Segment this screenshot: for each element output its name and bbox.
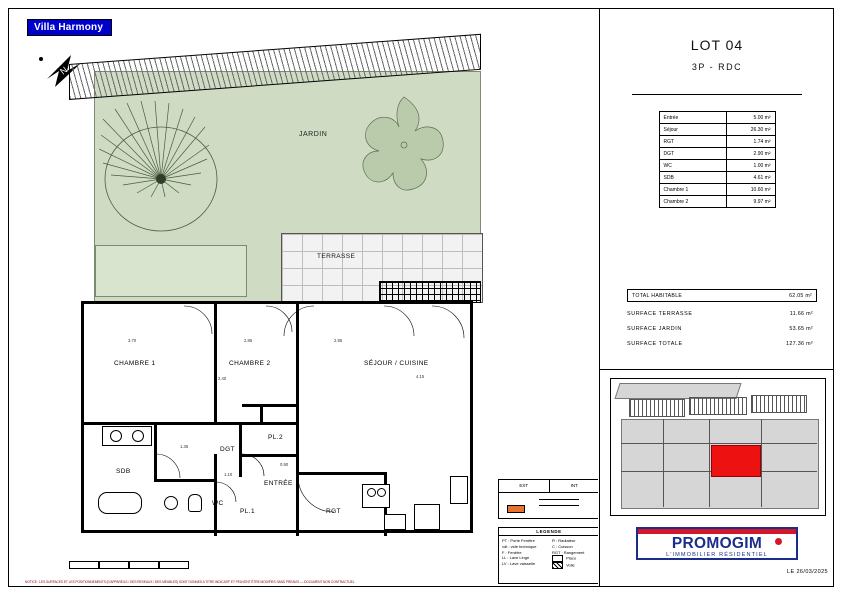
lot-subtitle: 3P - RDC [691, 62, 743, 72]
table-row [659, 196, 775, 208]
svg-text:N: N [58, 64, 70, 77]
garden-label: JARDIN [299, 131, 328, 138]
key-plan-drawing [610, 378, 826, 516]
elevation-line [539, 505, 579, 506]
legend-item: Placo [565, 555, 577, 561]
logo-dot-icon [775, 538, 782, 545]
legend-col-left [502, 538, 546, 569]
legend-item: LL : Lave Linge [502, 555, 530, 561]
tree-icon-2 [349, 89, 459, 199]
legend-item: R : Radiateur [552, 538, 576, 543]
surface-value: 9.97 m² [726, 196, 775, 208]
legend-item: vdt : vide technique [502, 543, 537, 549]
elevation-int-label: INT [570, 483, 578, 488]
room-label-sdb: SDB [116, 468, 131, 475]
room-label-chambre1: CHAMBRE 1 [114, 360, 156, 367]
dimension: 2.40 [218, 376, 227, 381]
legend-item: PT : Porte Fenêtre [502, 538, 535, 543]
surface-name: Séjour [659, 124, 726, 136]
door-swings [84, 304, 476, 536]
logo-red-bar [638, 529, 796, 534]
surface-terrasse-row [627, 311, 817, 317]
surface-totale-label: SURFACE TOTALE [627, 341, 683, 347]
room-label-wc: WC [212, 500, 224, 507]
key-plan [600, 369, 834, 522]
totals-block [627, 289, 817, 347]
surface-terrasse-label: SURFACE TERRASSE [627, 311, 693, 317]
dimension: 1.35 [180, 444, 189, 449]
table-row [659, 136, 775, 148]
elevation-key-box [498, 479, 598, 519]
company-logo [600, 521, 834, 566]
apartment-outline [81, 301, 473, 533]
surface-value: 10.60 m² [726, 184, 775, 196]
surface-totale-value: 127.36 m² [786, 341, 813, 347]
paving-strip [379, 281, 481, 303]
table-row [659, 172, 775, 184]
surface-name: DGT [659, 148, 726, 160]
surface-jardin-row [627, 326, 817, 332]
elevation-swatch [507, 505, 525, 513]
logo-name: PROMOGIM [671, 535, 763, 552]
total-habitable-value: 62.05 m² [789, 292, 812, 299]
total-habitable-row [627, 289, 817, 302]
tree-icon-1 [99, 101, 229, 236]
surface-value: 4.61 m² [726, 172, 775, 184]
surface-name: Entrée [659, 112, 726, 124]
surface-name: Chambre 2 [659, 196, 726, 208]
surface-jardin-label: SURFACE JARDIN [627, 326, 682, 332]
dimension: 3.70 [128, 338, 137, 343]
dimension: 1.10 [224, 472, 233, 477]
elevation-ext-label: EXT [499, 480, 550, 492]
surface-value: 1.00 m² [726, 160, 775, 172]
table-row [659, 160, 775, 172]
surface-totale-row [627, 341, 817, 347]
highlighted-lot-marker [711, 445, 761, 477]
placo-swatch-icon [552, 555, 563, 562]
elevation-line [539, 499, 579, 500]
scale-bar [69, 561, 189, 569]
surface-value: 1.74 m² [726, 136, 775, 148]
surface-value: 26.30 m² [726, 124, 775, 136]
table-row [659, 124, 775, 136]
room-label-sejour: SÉJOUR / CUISINE [364, 360, 429, 367]
legend-item: C : Cuisson [552, 543, 573, 549]
divider [632, 94, 802, 95]
legend-title: LEGENDE [499, 528, 598, 536]
dimension: 4.15 [416, 374, 425, 379]
date-label: LE 26/03/2025 [787, 569, 828, 575]
room-label-pl1: PL.1 [240, 508, 255, 515]
surface-table [659, 111, 776, 208]
room-label-chambre2: CHAMBRE 2 [229, 360, 271, 367]
lot-title: LOT 04 [690, 37, 744, 53]
surface-value: 2.90 m² [726, 148, 775, 160]
terrace-label: TERRASSE [317, 253, 356, 260]
footnote-text: NOTICE : LES SURFACES ET LES POSITIONNEMENTS (D'APPAREILS / DES RESEAUX / DES MEUBLES) SONT DONNES A TITRE INDICATIF ET PEUVENT ÊTRE MODIFIES SANS PREAVIS — DOCUMENT NON CONTRACTUEL [25, 580, 355, 584]
dimension: 2.95 [334, 338, 343, 343]
room-label-entree: ENTRÉE [264, 480, 293, 487]
legend-item: F : Fenêtre [502, 549, 522, 555]
logo-tagline: L'IMMOBILIER RÉSIDENTIEL [666, 552, 768, 558]
dimension: 2.85 [244, 338, 253, 343]
garden-lower-strip [95, 245, 247, 297]
legend-box [498, 527, 598, 584]
surface-terrasse-value: 11.66 m² [789, 311, 813, 317]
room-label-pl2: PL.2 [268, 434, 283, 441]
project-badge: Villa Harmony [27, 19, 112, 36]
title-block [599, 9, 834, 586]
legend-item: RGT : Rangement [552, 549, 585, 555]
legend-col-right [552, 538, 596, 569]
surface-name: SDB [659, 172, 726, 184]
total-habitable-label: TOTAL HABITABLE [632, 292, 683, 299]
voile-swatch-icon [552, 562, 563, 569]
table-row [659, 112, 775, 124]
surface-name: Chambre 1 [659, 184, 726, 196]
surface-value: 5.00 m² [726, 112, 775, 124]
room-label-dgt: DGT [220, 446, 235, 453]
surface-name: RGT [659, 136, 726, 148]
table-row [659, 148, 775, 160]
legend-item: LV : Lave vaisselle [502, 561, 536, 567]
surface-name: WC [659, 160, 726, 172]
dimension: 0.90 [280, 462, 289, 467]
plan-area [9, 9, 598, 586]
surface-jardin-value: 53.65 m² [789, 326, 813, 332]
room-label-rgt: RGT [326, 508, 341, 515]
table-row [659, 184, 775, 196]
legend-item: Voile [565, 562, 575, 568]
